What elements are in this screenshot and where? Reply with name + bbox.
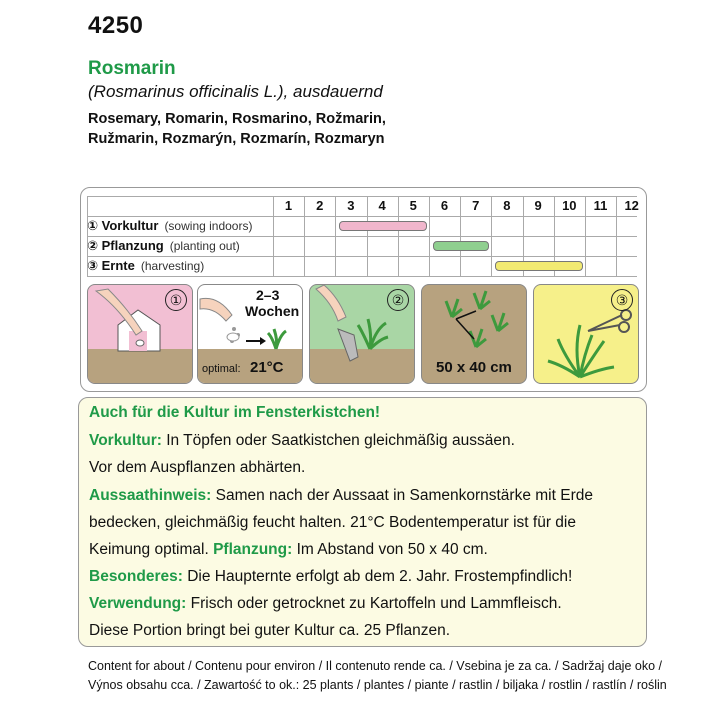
step-number-2: ② bbox=[387, 289, 409, 311]
translations-line-2: Ružmarin, Rozmarýn, Rozmarín, Rozmaryn bbox=[88, 131, 385, 147]
vorkultur-label: Vorkultur: bbox=[89, 432, 162, 449]
aussaat-text: Samen nach der Aussaat in Samenkornstärke mit Erde bbox=[211, 487, 593, 504]
besonderes-label: Besonderes: bbox=[89, 568, 183, 585]
aussaat-line-2: bedecken, gleichmäßig feucht halten. 21°C Bodentemperatur ist für die bbox=[89, 514, 576, 531]
calendar-month-11: 11 bbox=[593, 198, 608, 213]
calendar-month-9: 9 bbox=[534, 198, 542, 213]
calendar-month-6: 6 bbox=[440, 198, 449, 213]
calendar-month-8: 8 bbox=[503, 198, 511, 213]
latin-name: (Rosmarinus officinalis L.), ausdauernd bbox=[88, 82, 383, 101]
besonderes-text: Die Haupternte erfolgt ab dem 2. Jahr. Frostempfindlich! bbox=[182, 568, 573, 585]
step-number-1: ① bbox=[165, 289, 187, 311]
germination-weeks: Wochen bbox=[245, 303, 300, 319]
aussaat-label: Aussaathinweis: bbox=[89, 487, 212, 504]
calendar-month-10: 10 bbox=[562, 198, 577, 213]
verwendung-line bbox=[89, 595, 562, 613]
calendar-month-1: 1 bbox=[284, 198, 293, 213]
pictogram-germination bbox=[197, 284, 303, 384]
vorkultur-line bbox=[89, 432, 515, 450]
calendar-month-4: 4 bbox=[378, 198, 386, 213]
verwendung-label: Verwendung: bbox=[89, 595, 187, 612]
sowing-calendar bbox=[80, 187, 647, 392]
product-code: 4250 bbox=[88, 12, 144, 39]
germination-text: Keimung optimal. bbox=[89, 541, 214, 558]
calendar-month-12: 12 bbox=[624, 198, 639, 213]
calendar-month-5: 5 bbox=[409, 198, 417, 213]
spacing-label: 50 x 40 cm bbox=[436, 359, 512, 376]
instructions-box bbox=[78, 397, 647, 647]
step-number-3: ③ bbox=[611, 289, 633, 311]
calendar-bar bbox=[339, 221, 427, 231]
verwendung-text: Frisch oder getrocknet zu Kartoffeln und Lammfleisch. bbox=[186, 595, 562, 612]
product-name: Rosmarin bbox=[88, 58, 176, 79]
pflanzung-text: Im Abstand von 50 x 40 cm. bbox=[292, 541, 488, 558]
calendar-row-label: ① Vorkultur (sowing indoors) bbox=[87, 218, 253, 233]
translations-line-1: Rosemary, Romarin, Rosmarino, Rožmarin, bbox=[88, 111, 386, 127]
hardening-line: Vor dem Auspflanzen abhärten. bbox=[89, 459, 306, 476]
aussaat-line bbox=[89, 487, 593, 505]
calendar-row-label: ② Pflanzung (planting out) bbox=[87, 238, 240, 253]
calendar-hline bbox=[87, 276, 637, 277]
calendar-month-7: 7 bbox=[472, 198, 480, 213]
pflanzung-label: Pflanzung: bbox=[213, 541, 293, 558]
optimal-label: optimal: bbox=[202, 363, 241, 375]
footer-content-line-1: Content for about / Contenu pour environ / Il contenuto rende ca. / Vsebina je za ca. / Sadržaj daje oko / bbox=[88, 659, 662, 673]
pflanzung-line bbox=[89, 541, 488, 559]
window-box-note: Auch für die Kultur im Fensterkistchen! bbox=[89, 404, 381, 421]
footer-content-line-2: Výnos obsahu cca. / Zawartość to ok.: 25 plants / plantes / piante / rastlin / biljaka / rostlin / rastlín / roślin bbox=[88, 678, 667, 692]
calendar-row-label: ③ Ernte (harvesting) bbox=[87, 258, 205, 273]
calendar-bar bbox=[433, 241, 489, 251]
pictogram-planting bbox=[309, 284, 415, 384]
vorkultur-text: In Töpfen oder Saatkistchen gleichmäßig aussäen. bbox=[161, 432, 515, 449]
calendar-bar bbox=[495, 261, 583, 271]
optimal-temperature: 21°C bbox=[250, 359, 284, 376]
portion-line: Diese Portion bringt bei guter Kultur ca. 25 Pflanzen. bbox=[89, 622, 451, 639]
pictogram-sowing-indoors bbox=[87, 284, 193, 384]
calendar-month-3: 3 bbox=[347, 198, 355, 213]
germination-weeks-top: 2–3 bbox=[256, 287, 280, 303]
pictogram-spacing bbox=[421, 284, 527, 384]
besonderes-line bbox=[89, 568, 572, 586]
calendar-month-2: 2 bbox=[316, 198, 324, 213]
pictogram-harvest bbox=[533, 284, 639, 384]
